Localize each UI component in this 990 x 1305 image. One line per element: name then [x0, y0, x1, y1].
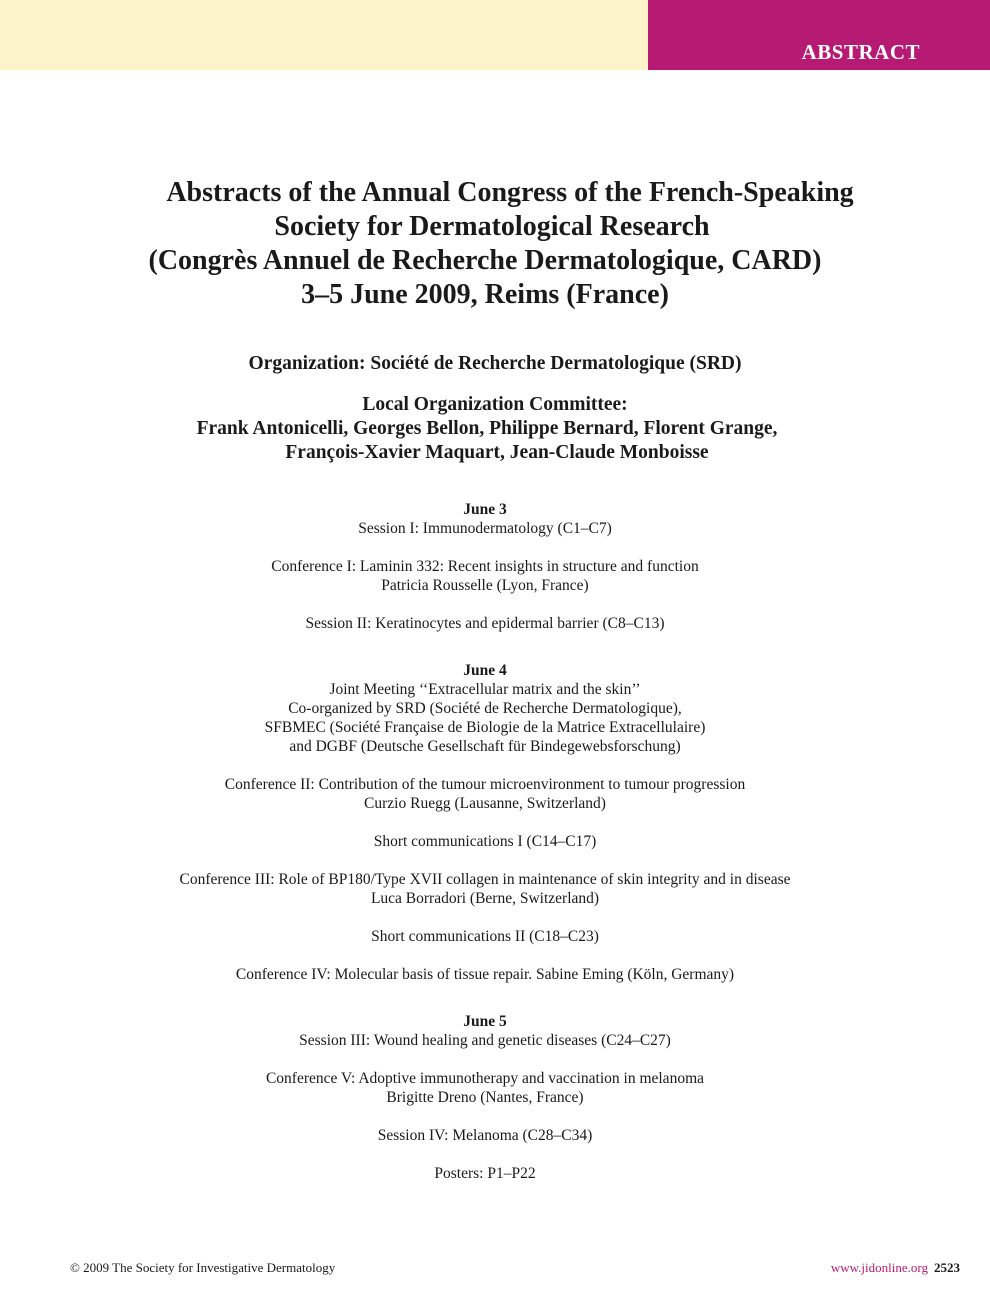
footer-right: [831, 1260, 960, 1276]
joint-meeting-line: Co-organized by SRD (Société de Recherche Dermatologique),: [288, 700, 682, 717]
conference-speaker: Luca Borradori (Berne, Switzerland): [370, 890, 600, 907]
joint-meeting-item: [0, 680, 980, 756]
session-item: Short communications I (C14–C17): [373, 833, 597, 850]
day-june-3: [0, 500, 980, 633]
title-line-4: 3–5 June 2009, Reims (France): [301, 279, 669, 310]
conference-item: [0, 557, 980, 595]
committee-names-2: François-Xavier Maquart, Jean-Claude Monboisse: [285, 442, 709, 463]
program: [0, 500, 980, 1211]
conference-title: Conference I: Laminin 332: Recent insights in structure and function: [271, 558, 699, 575]
journal-link[interactable]: www.jidonline.org: [830, 1260, 928, 1275]
committee-names-1: Frank Antonicelli, Georges Bellon, Philippe Bernard, Florent Grange,: [196, 418, 778, 439]
joint-meeting-line: Joint Meeting ‘‘Extracellular matrix and the skin’’: [329, 681, 641, 698]
title-line-1: Abstracts of the Annual Congress of the French-Speaking: [166, 177, 854, 208]
page-number: 2523: [934, 1260, 960, 1275]
committee-block: [0, 393, 990, 465]
footer-copyright: © 2009 The Society for Investigative Dermatology: [70, 1260, 336, 1275]
joint-meeting-line: and DGBF (Deutsche Gesellschaft für Bindegewebsforschung): [289, 738, 681, 755]
conference-item: [0, 870, 980, 908]
session-item: Session III: Wound healing and genetic diseases (C24–C27): [299, 1032, 671, 1049]
conference-speaker: Curzio Ruegg (Lausanne, Switzerland): [364, 795, 606, 812]
day-heading: June 4: [463, 662, 507, 679]
day-june-4: [0, 661, 980, 984]
header-band: [0, 0, 648, 70]
day-june-5: [0, 1012, 980, 1183]
organization-line: Organization: Société de Recherche Dermatologique (SRD): [248, 353, 742, 374]
session-item: Session IV: Melanoma (C28–C34): [377, 1127, 593, 1144]
session-item: Session I: Immunodermatology (C1–C7): [358, 520, 612, 537]
day-heading: June 5: [463, 1013, 507, 1030]
conference-speaker: Brigitte Dreno (Nantes, France): [386, 1089, 584, 1106]
session-item: Session II: Keratinocytes and epidermal barrier (C8–C13): [305, 615, 665, 632]
title-line-2: Society for Dermatological Research: [274, 211, 710, 242]
conference-title: Conference III: Role of BP180/Type XVII collagen in maintenance of skin integrity and in disease: [179, 871, 791, 888]
posters-item: Posters: P1–P22: [434, 1165, 536, 1182]
committee-heading: Local Organization Committee:: [362, 394, 628, 415]
title-line-3: (Congrès Annuel de Recherche Dermatologique, CARD): [148, 245, 822, 276]
section-tab: [648, 0, 990, 70]
session-item: Short communications II (C18–C23): [371, 928, 599, 945]
joint-meeting-line: SFBMEC (Société Française de Biologie de la Matrice Extracellulaire): [264, 719, 706, 736]
conference-item: [0, 1069, 980, 1107]
conference-speaker: Patricia Rousselle (Lyon, France): [381, 577, 589, 594]
page-title: [0, 176, 990, 312]
conference-item: [0, 775, 980, 813]
conference-title: Conference V: Adoptive immunotherapy and vaccination in melanoma: [265, 1070, 705, 1087]
conference-title: Conference II: Contribution of the tumour microenvironment to tumour progression: [224, 776, 746, 793]
day-heading: June 3: [463, 501, 507, 518]
section-tab-label: ABSTRACT: [801, 40, 920, 64]
conference-item: Conference IV: Molecular basis of tissue repair. Sabine Eming (Köln, Germany): [235, 966, 735, 983]
